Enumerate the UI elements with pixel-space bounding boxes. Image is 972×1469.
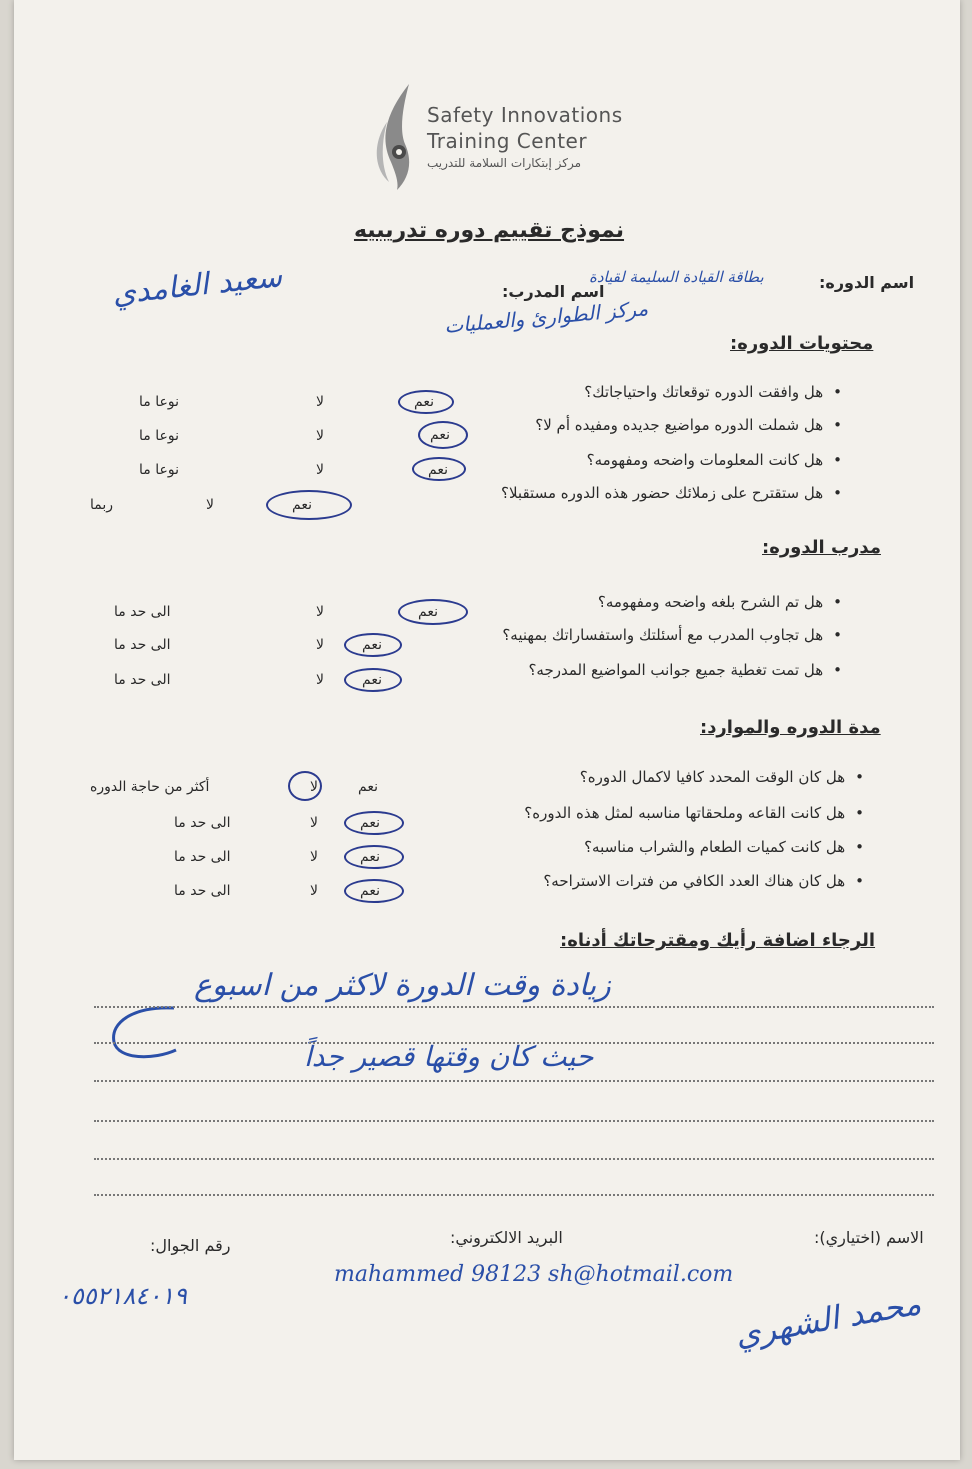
question-row: •هل كان الوقت المحدد كافيا لاكمال الدوره؟ — [579, 768, 864, 786]
selection-circle — [344, 879, 404, 903]
other-option: نوعا ما — [139, 462, 179, 478]
no-option: لا — [316, 672, 324, 688]
yes-option: نعم — [360, 883, 380, 899]
question-row: •هل كانت كميات الطعام والشراب مناسبه؟ — [584, 838, 864, 856]
selection-circle — [266, 490, 352, 520]
course-name-value: بطاقة القيادة السليمة لقيادة — [589, 268, 764, 286]
no-option: لا — [310, 849, 318, 865]
question-row: •هل كان هناك العدد الكافي من فترات الاستراحه؟ — [543, 872, 864, 890]
name-label: الاسم (اختياري): — [814, 1228, 924, 1247]
phone-value: ٠٥٥٢١٨٤٠١٩ — [58, 1282, 187, 1310]
no-option: لا — [316, 462, 324, 478]
no-option: لا — [316, 394, 324, 410]
no-option: لا — [316, 604, 324, 620]
handwritten-department: مركز الطوارئ والعمليات — [443, 296, 650, 338]
section-feedback-title: الرجاء اضافة رأيك ومقترحاتك أدناه: — [560, 930, 876, 951]
yes-option: نعم — [414, 394, 434, 410]
dotted-line — [94, 1042, 934, 1044]
feedback-line-1: زيادة وقت الدورة لاكثر من اسبوع — [194, 968, 611, 1003]
question-row: •هل تم الشرح بلغه واضحه ومفهومه؟ — [597, 593, 842, 611]
no-option: لا — [310, 883, 318, 899]
logo-line2: Training Center — [427, 129, 588, 153]
logo-text — [427, 102, 623, 170]
selection-circle — [398, 599, 468, 625]
email-label: البريد الالكتروني: — [450, 1228, 563, 1247]
question-row: •هل شملت الدوره مواضيع جديده ومفيده أم لا؟ — [535, 416, 842, 434]
selection-circle — [344, 633, 402, 657]
signature: محمد الشهري — [732, 1283, 924, 1355]
no-option: لا — [206, 497, 214, 513]
other-option: الى حد ما — [174, 883, 231, 899]
other-option: أكثر من حاجة الدوره — [90, 779, 210, 795]
trainer-label: اسم المدرب: — [502, 282, 605, 301]
selection-circle — [398, 390, 454, 414]
other-option: نوعا ما — [139, 394, 179, 410]
other-option: ربما — [90, 497, 114, 513]
yes-option: نعم — [360, 815, 380, 831]
other-option: الى حد ما — [114, 637, 171, 653]
yes-option: نعم — [360, 849, 380, 865]
yes-option: نعم — [358, 779, 378, 795]
selection-circle — [418, 421, 468, 449]
question-row: •هل كانت المعلومات واضحه ومفهومه؟ — [586, 451, 842, 469]
selection-circle — [412, 457, 466, 481]
dotted-line — [94, 1194, 934, 1196]
other-option: الى حد ما — [174, 849, 231, 865]
feedback-line-2: حيث كان وقتها قصير جداً — [304, 1040, 594, 1073]
logo-arabic: مركز إبتكارات السلامة للتدريب — [427, 156, 582, 170]
yes-option: نعم — [362, 637, 382, 653]
email-value: mahammed 98123 sh@hotmail.com — [334, 1262, 734, 1287]
selection-circle — [288, 771, 322, 801]
yes-option: نعم — [418, 604, 438, 620]
form-sheet — [14, 0, 960, 1460]
dotted-line — [94, 1158, 934, 1160]
question-row: •هل ستقترح على زملائك حضور هذه الدوره مستقبلا؟ — [501, 484, 842, 502]
question-row: •هل تمت تغطية جميع جوانب المواضيع المدرجه؟ — [528, 661, 842, 679]
no-option: لا — [316, 428, 324, 444]
no-option: لا — [316, 637, 324, 653]
selection-circle — [344, 668, 402, 692]
other-option: الى حد ما — [114, 672, 171, 688]
other-option: نوعا ما — [139, 428, 179, 444]
other-option: الى حد ما — [174, 815, 231, 831]
section-trainer-title: مدرب الدوره: — [762, 537, 881, 558]
dotted-line — [94, 1120, 934, 1122]
yes-option: نعم — [428, 462, 448, 478]
yes-option: نعم — [362, 672, 382, 688]
logo-flame-icon — [369, 82, 425, 192]
selection-circle — [344, 845, 404, 869]
logo — [369, 82, 659, 192]
no-option: لا — [310, 779, 318, 795]
selection-circle — [344, 811, 404, 835]
section-duration-title: مدة الدوره والموارد: — [700, 717, 881, 738]
question-row: •هل كانت القاعه وملحقاتها مناسبه لمثل هذه الدوره؟ — [524, 804, 864, 822]
trainer-value: سعيد الغامدي — [110, 259, 284, 312]
yes-option: نعم — [430, 427, 450, 443]
course-name-label: اسم الدوره: — [819, 273, 915, 292]
dotted-line — [94, 1080, 934, 1082]
other-option: الى حد ما — [114, 604, 171, 620]
phone-label: رقم الجوال: — [150, 1236, 231, 1255]
handwritten-loop-mark — [104, 1000, 184, 1070]
question-row: •هل تجاوب المدرب مع أسئلتك واستفساراتك بمهنيه؟ — [502, 626, 842, 644]
dotted-line — [94, 1006, 934, 1008]
section-contents-title: محتويات الدوره: — [730, 333, 874, 354]
logo-line1: Safety Innovations — [427, 103, 623, 127]
yes-option: نعم — [292, 497, 312, 513]
question-row: •هل وافقت الدوره توقعاتك واحتياجاتك؟ — [584, 383, 842, 401]
form-title: نموذج تقييم دوره تدريبيه — [353, 218, 625, 243]
no-option: لا — [310, 815, 318, 831]
